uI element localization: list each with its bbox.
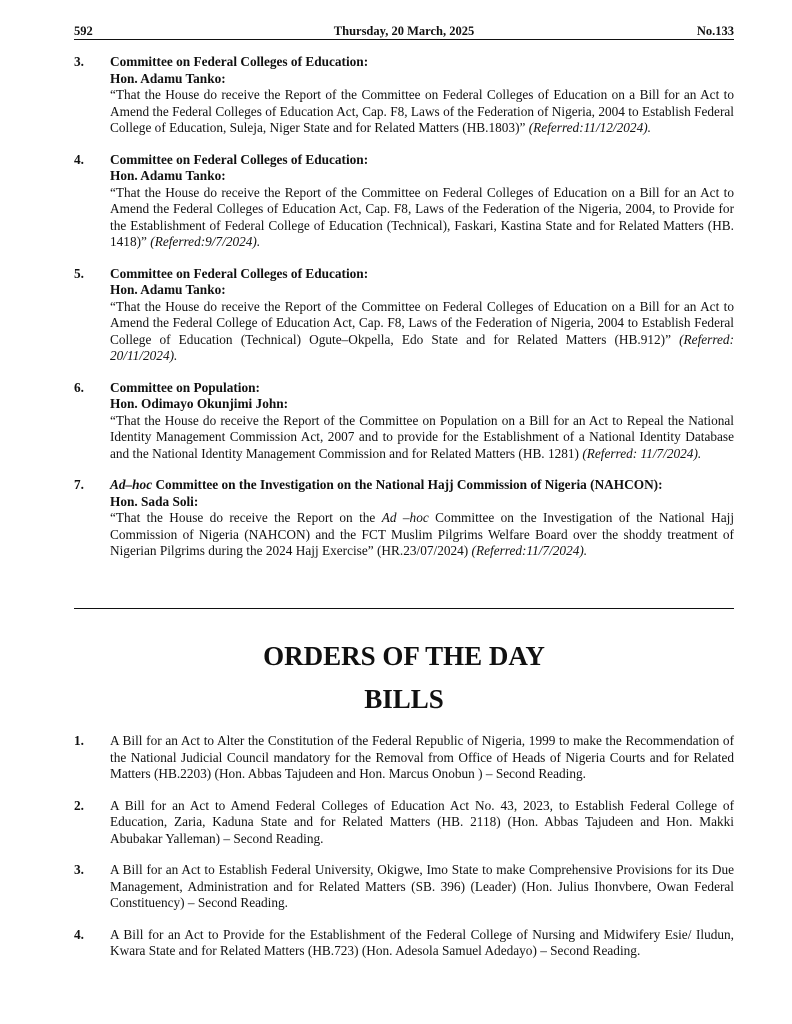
referred-date: (Referred: 20/11/2024). [110, 331, 735, 363]
committee-name: Committee on Federal Colleges of Education: [110, 54, 369, 69]
member-name: Hon. Adamu Tanko: [110, 168, 226, 183]
issue-number: No.133 [696, 24, 734, 38]
report-item [74, 152, 734, 251]
header-date: Thursday, 20 March, 2025 [333, 24, 475, 38]
bill-sponsor: (Hon. Abbas Tajudeen and Hon. Marcus Onobun ) – Second Reading. [214, 766, 586, 781]
motion-body: “That the House do receive the Report of the Committee on Population on a Bill for an Act to Repeal the National Identity Management Commission Act, 2007 and to provide for the Establishment of a National Identity Database and the National Identity Management Commission and for Related Matters (HB. 1281) [110, 412, 734, 461]
motion-body: “That the House do receive the Report of the Committee on Federal Colleges of Education on a Bill for an Act to Amend the Federal College of Education Act, Cap. F8, Laws of the Federation of Nigeria, 2004 to Establish Federal College of Education (Technical) Ogute–Okpella, Edo State and for Related Matters (HB.912)” [110, 298, 734, 347]
bill-number: 3. [74, 862, 84, 877]
bill-sponsor: (Hon. Abbas Tajudeen and Hon. Makki Abubakar Yalleman) – Second Reading. [110, 814, 735, 846]
referred-date: (Referred:11/7/2024). [471, 543, 588, 558]
motion-body-start: “That the House do receive the Report on the [110, 510, 376, 525]
bill-sponsor: (Leader) (Hon. Julius Ihonvbere, Owan Federal Constituency) – Second Reading. [110, 878, 735, 910]
committee-name: Committee on Federal Colleges of Education: [110, 265, 369, 281]
committee-name: Committee on Federal Colleges of Education: [110, 151, 369, 167]
bill-text: A Bill for an Act to Provide for the Establishment of the Federal College of Nursing and Midwifery Esie/ Iludun, Kwara State and for Related Matters (HB.723) [110, 926, 734, 958]
referred-date: (Referred:11/12/2024). [528, 120, 651, 135]
motion-text [110, 299, 734, 365]
orders-heading: ORDERS OF THE DAY [263, 641, 545, 671]
bill-text: A Bill for an Act to Alter the Constitution of the Federal Republic of Nigeria, 1999 to make the Recommendation of the National Judicial Council mandatory for the Removal from Office of Heads of Nigeria Courts and for Related Matters (HB.2203) [110, 733, 734, 781]
motion-text [110, 185, 734, 251]
committee-name [110, 477, 734, 494]
bill-text: A Bill for an Act to Amend Federal Colleges of Education Act No. 43, 2023, to Establish Federal College of Education, Zaria, Kaduna State and for Related Matters (HB. 2118) [110, 797, 734, 829]
referred-date: (Referred: 11/7/2024). [582, 445, 702, 461]
page-header [74, 24, 734, 40]
motion-body-end: Committee on the Investigation of the National Hajj Commission of Nigeria (NAHCON) and the FCT Muslim Pilgrims Welfare Board over the shoddy treatment of Nigerian Pilgrims during the 2024 Hajj Exercise” (HR.23/07/2024) [110, 510, 735, 558]
motion-body: “That the House do receive the Report of the Committee on Federal Colleges of Education on a Bill for an Act to Amend the Federal Colleges of Education Act, Cap. F8, Laws of the Federation of the Nigeria, 2004, to Provide for the Establishment of Federal College of Education (Technical), Faskari, Kastina State and for Related Matters (HB. 1418)” [110, 184, 734, 249]
member-name: Hon. Adamu Tanko: [110, 70, 226, 86]
item-number: 3. [74, 54, 84, 69]
bill-sponsor: (Hon. Adesola Samuel Adedayo) – Second Reading. [361, 943, 641, 958]
bills-list [74, 733, 734, 975]
referred-date: (Referred:9/7/2024). [150, 234, 261, 249]
report-item [74, 380, 734, 463]
bill-number: 4. [74, 926, 84, 942]
item-number: 5. [74, 265, 84, 281]
committee-reports [74, 54, 734, 560]
item-number: 7. [74, 477, 84, 492]
bill-number: 1. [74, 733, 84, 748]
page-number: 592 [74, 24, 93, 38]
adhoc-inline: Ad –hoc [381, 510, 429, 525]
bill-item [74, 927, 734, 960]
committee-title: Committee on the Investigation on the National Hajj Commission of Nigeria (NAHCON): [155, 477, 663, 492]
adhoc-prefix: Ad–hoc [110, 477, 153, 492]
committee-name: Committee on Population: [110, 379, 260, 395]
member-name: Hon. Odimayo Okunjimi John: [110, 396, 289, 411]
item-number: 6. [74, 379, 84, 395]
bills-heading: BILLS [364, 684, 444, 714]
report-item [74, 477, 734, 560]
motion-text [110, 87, 734, 137]
bill-number: 2. [74, 797, 84, 813]
bill-item [74, 862, 734, 912]
member-name: Hon. Adamu Tanko: [110, 282, 226, 297]
member-name: Hon. Sada Soli: [110, 493, 199, 509]
motion-text [110, 413, 734, 463]
motion-text [110, 510, 734, 560]
motion-body: “That the House do receive the Report of the Committee on Federal Colleges of Education on a Bill for an Act to Amend the Federal Colleges of Education Act, Cap. F8, Laws of the Federation of Nigeria, 2004 to Establish Federal College of Education, Suleja, Niger State and for Related Matters (HB.1803)” [110, 87, 734, 135]
bill-item [74, 798, 734, 848]
report-item [74, 54, 734, 137]
bill-item [74, 733, 734, 783]
report-item [74, 266, 734, 365]
bill-text: A Bill for an Act to Establish Federal University, Okigwe, Imo State to make Comprehensive Provisions for its Due Management, Administration and for Related Matters (SB. 396) [110, 862, 734, 894]
section-divider [74, 608, 734, 609]
item-number: 4. [74, 151, 84, 167]
